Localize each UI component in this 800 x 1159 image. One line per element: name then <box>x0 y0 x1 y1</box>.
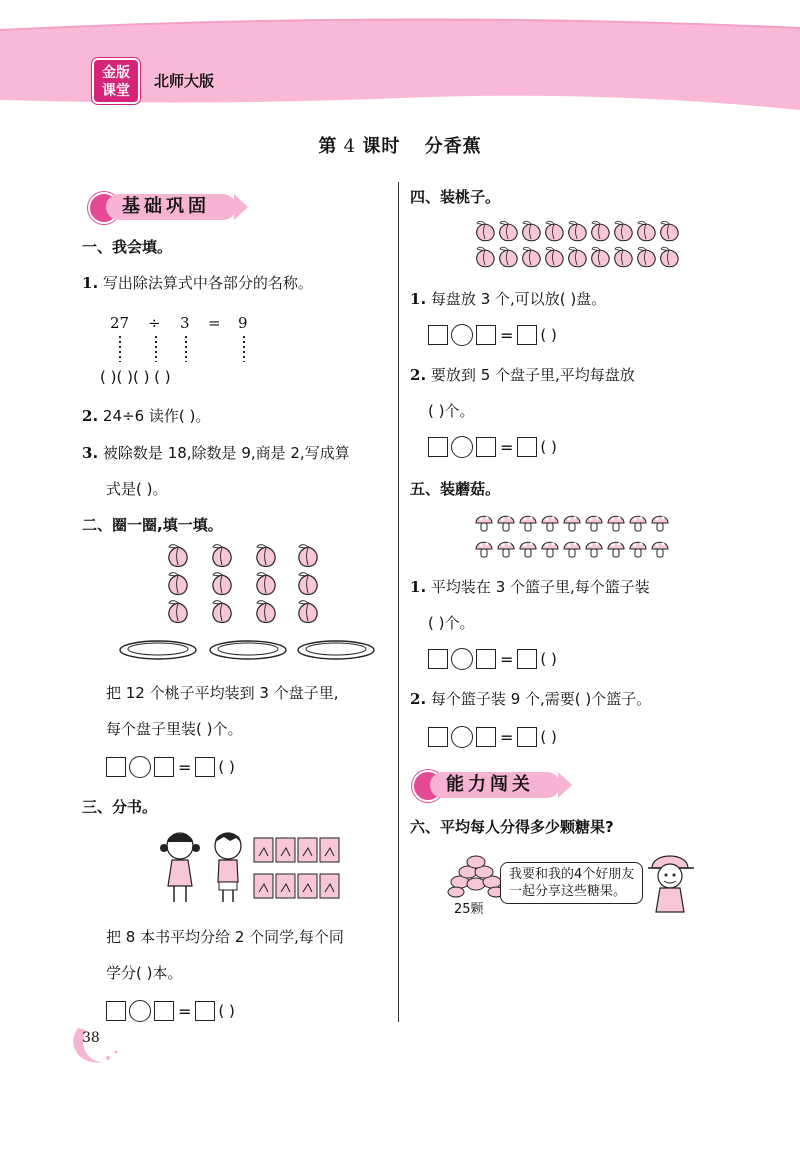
q6-title: 六、平均每人分得多少颗糖果? <box>410 818 614 836</box>
q5-2-num: 2 <box>410 690 421 708</box>
lesson-no: 第 <box>318 136 338 157</box>
banner-label: 能力闯关 <box>430 772 560 798</box>
q5-2: 2. 每个篮子装 9 个,需要( )个篮子。 <box>410 690 652 708</box>
q1-1: 1. 写出除法算式中各部分的名称。 <box>82 274 313 292</box>
box[interactable] <box>195 757 215 777</box>
q1-title: 一、我会填。 <box>82 238 173 256</box>
unit-blank[interactable]: ( ) <box>540 326 557 344</box>
box[interactable] <box>517 727 537 747</box>
quotient: 9 <box>238 314 248 332</box>
box[interactable] <box>476 325 496 345</box>
answer-boxes-q5-2[interactable]: = ( ) <box>428 724 557 750</box>
q5-1: 1. 平均装在 3 个篮子里,每个篮子装 <box>410 578 650 596</box>
candy-count: 25颗 <box>454 902 484 917</box>
circle-box[interactable] <box>451 726 473 748</box>
answer-boxes-q5-1[interactable]: = ( ) <box>428 646 557 672</box>
lesson-name: 分香蕉 <box>424 136 482 157</box>
dividend: 27 <box>110 314 130 332</box>
q4-2-text-b[interactable]: ( )个。 <box>428 402 475 420</box>
page-number: 38 <box>82 1030 100 1046</box>
box[interactable] <box>428 325 448 345</box>
q2-text2[interactable]: 每个盘子里装( )个。 <box>106 720 243 738</box>
bubble-line1: 我要和我的4个好朋友 <box>509 867 635 882</box>
box[interactable] <box>517 649 537 669</box>
candy-pile-icon <box>446 852 506 900</box>
q4-2-num: 2 <box>410 366 421 384</box>
section-banner-basic <box>88 194 258 222</box>
q1-3-num: 3 <box>82 444 93 462</box>
edition-label: 北师大版 <box>154 72 215 90</box>
lesson-unit: 课时 <box>362 136 401 157</box>
box[interactable] <box>428 649 448 669</box>
q1-3: 3. 被除数是 18,除数是 9,商是 2,写成算 <box>82 444 350 462</box>
box[interactable] <box>154 757 174 777</box>
q2-title: 二、圈一圈,填一填。 <box>82 516 223 534</box>
name-blanks[interactable]: ( )( )( ) ( ) <box>100 368 171 386</box>
publisher-logo <box>92 58 140 104</box>
circle-box[interactable] <box>129 756 151 778</box>
speech-bubble <box>500 862 643 904</box>
q3-text1: 把 8 本书平均分给 2 个同学,每个同 <box>106 928 344 946</box>
box[interactable] <box>428 727 448 747</box>
column-divider <box>398 182 399 1022</box>
lesson-number: 4 <box>343 136 357 157</box>
box[interactable] <box>428 437 448 457</box>
divisor: 3 <box>180 314 190 332</box>
unit-blank[interactable]: ( ) <box>540 650 557 668</box>
kids-and-books <box>158 828 342 910</box>
circle-box[interactable] <box>129 1000 151 1022</box>
q4-1-num: 1 <box>410 290 421 308</box>
box[interactable] <box>476 727 496 747</box>
q4-title: 四、装桃子。 <box>410 188 501 206</box>
q1-2: 2. 24÷6 读作( )。 <box>82 407 211 425</box>
q5-1-num: 1 <box>410 578 421 596</box>
box[interactable] <box>154 1001 174 1021</box>
q1-1-num: 1 <box>82 274 93 292</box>
peaches-and-plates <box>118 540 380 670</box>
q3-text2[interactable]: 学分( )本。 <box>106 964 183 982</box>
dotted-leaders <box>112 336 252 364</box>
unit-blank[interactable]: ( ) <box>540 438 557 456</box>
circle-box[interactable] <box>451 324 473 346</box>
unit-blank[interactable]: ( ) <box>540 728 557 746</box>
box[interactable] <box>106 757 126 777</box>
q4-1-text[interactable]: 每盘放 3 个,可以放( )盘。 <box>430 290 607 308</box>
q1-3-text-b[interactable]: 式是( )。 <box>106 480 168 498</box>
box[interactable] <box>476 649 496 669</box>
q5-2-text[interactable]: 每个篮子装 9 个,需要( )个篮子。 <box>430 690 652 708</box>
mushroom-rows <box>474 510 674 562</box>
box[interactable] <box>106 1001 126 1021</box>
logo-line2: 课堂 <box>102 83 130 99</box>
answer-boxes-q4-2[interactable]: = ( ) <box>428 434 557 460</box>
q5-title: 五、装蘑菇。 <box>410 480 501 498</box>
lesson-title <box>0 132 800 158</box>
q1-3-text-a: 被除数是 18,除数是 9,商是 2,写成算 <box>102 444 350 462</box>
girl-figure <box>160 833 200 902</box>
unit-blank[interactable]: ( ) <box>218 758 235 776</box>
q5-1-text-a: 平均装在 3 个篮子里,每个篮子装 <box>430 578 650 596</box>
box[interactable] <box>517 325 537 345</box>
q4-1: 1. 每盘放 3 个,可以放( )盘。 <box>410 290 607 308</box>
box[interactable] <box>195 1001 215 1021</box>
peach-rows <box>474 218 684 274</box>
peach-group <box>169 545 317 623</box>
unit-blank[interactable]: ( ) <box>218 1002 235 1020</box>
bubble-line2: 一起分享这些糖果。 <box>509 884 627 899</box>
boy-figure <box>215 833 241 902</box>
circle-box[interactable] <box>451 436 473 458</box>
q1-2-text[interactable]: 24÷6 读作( )。 <box>102 407 211 425</box>
q1-2-num: 2 <box>82 407 93 425</box>
answer-boxes-q4-1[interactable]: = ( ) <box>428 322 557 348</box>
equals-sign: = <box>208 314 221 332</box>
section-banner-ability <box>412 772 582 800</box>
q1-1-text: 写出除法算式中各部分的名称。 <box>102 274 313 292</box>
answer-boxes-q3[interactable]: = ( ) <box>106 998 235 1024</box>
q2-text1: 把 12 个桃子平均装到 3 个盘子里, <box>106 684 339 702</box>
answer-boxes-q2[interactable]: = ( ) <box>106 754 235 780</box>
q4-2-text-a: 要放到 5 个盘子里,平均每盘放 <box>430 366 635 384</box>
circle-box[interactable] <box>451 648 473 670</box>
box[interactable] <box>517 437 537 457</box>
banner-label: 基础巩固 <box>106 194 236 220</box>
box[interactable] <box>476 437 496 457</box>
logo-line1: 金版 <box>102 65 130 81</box>
divide-sign: ÷ <box>148 314 161 332</box>
q3-title: 三、分书。 <box>82 798 158 816</box>
q5-1-text-b[interactable]: ( )个。 <box>428 614 475 632</box>
boy-with-cap-icon <box>644 850 698 914</box>
q4-2: 2. 要放到 5 个盘子里,平均每盘放 <box>410 366 635 384</box>
